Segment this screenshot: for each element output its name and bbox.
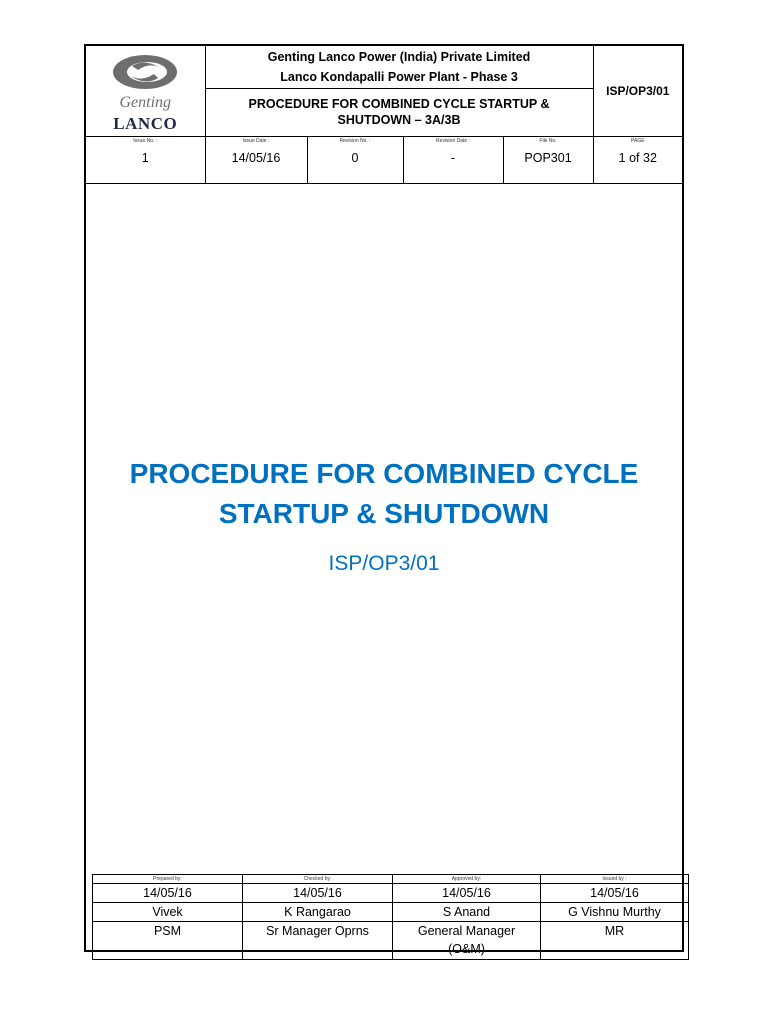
header-table xyxy=(86,46,682,184)
document-frame xyxy=(84,44,684,956)
document-title-line2: STARTUP & SHUTDOWN xyxy=(218,498,550,529)
doc-number-cell xyxy=(593,46,682,137)
company-name: Genting Lanco Power (India) Private Limited xyxy=(267,49,531,64)
prepared-by-label: Prepared by: xyxy=(93,875,243,884)
approvals-table xyxy=(92,874,689,960)
issue-date-cell xyxy=(205,137,307,184)
revision-date-cell xyxy=(403,137,503,184)
page-label: PAGE xyxy=(631,138,645,144)
prepared-designation: PSM xyxy=(93,922,243,960)
file-no-value: POP301 xyxy=(524,151,572,165)
approved-by-label: Approved by: xyxy=(393,875,541,884)
file-no-cell xyxy=(503,137,593,184)
procedure-title-line1: PROCEDURE FOR COMBINED CYCLE STARTUP & xyxy=(248,97,550,112)
approved-designation: General Manager (O&M) xyxy=(393,922,541,960)
issued-name: G Vishnu Murthy xyxy=(541,903,689,922)
checked-date: 14/05/16 xyxy=(243,884,393,903)
page-cell xyxy=(593,137,682,184)
prepared-date: 14/05/16 xyxy=(93,884,243,903)
logo-cell xyxy=(86,46,205,137)
procedure-title-line2: SHUTDOWN – 3A/3B xyxy=(337,113,461,128)
revision-no-cell xyxy=(307,137,403,184)
doc-number: ISP/OP3/01 xyxy=(606,84,670,98)
logo-text-genting: Genting xyxy=(119,94,172,111)
document-title-line1: PROCEDURE FOR COMBINED CYCLE xyxy=(129,458,639,489)
document-code: ISP/OP3/01 xyxy=(328,552,440,575)
issued-by-label: Issued by : xyxy=(541,875,689,884)
plant-name: Lanco Kondapalli Power Plant - Phase 3 xyxy=(280,69,518,84)
logo-text-lanco: LANCO xyxy=(113,114,178,133)
issued-designation: MR xyxy=(541,922,689,960)
issue-date-label: Issue Date : xyxy=(242,138,270,144)
issue-date-value: 14/05/16 xyxy=(231,151,281,165)
logo-swirl-icon xyxy=(110,52,180,94)
issue-no-value: 1 xyxy=(141,151,149,165)
page-value: 1 of 32 xyxy=(618,151,657,165)
revision-date-value: - xyxy=(450,151,456,165)
checked-designation: Sr Manager Oprns xyxy=(243,922,393,960)
checked-name: K Rangarao xyxy=(243,903,393,922)
issue-no-cell xyxy=(86,137,205,184)
company-cell xyxy=(205,46,593,88)
checked-by-label: Checked by: xyxy=(243,875,393,884)
document-title xyxy=(86,454,682,534)
company-logo xyxy=(86,46,204,136)
procedure-title-cell xyxy=(205,88,593,136)
file-no-label: File No. xyxy=(539,138,557,144)
approved-name: S Anand xyxy=(393,903,541,922)
issue-no-label: Issue No. : xyxy=(133,138,158,144)
revision-date-label: Revision Date : xyxy=(436,138,470,144)
revision-no-value: 0 xyxy=(351,151,359,165)
issued-date: 14/05/16 xyxy=(541,884,689,903)
prepared-name: Vivek xyxy=(93,903,243,922)
approved-date: 14/05/16 xyxy=(393,884,541,903)
revision-no-label: Revision No. : xyxy=(339,138,371,144)
